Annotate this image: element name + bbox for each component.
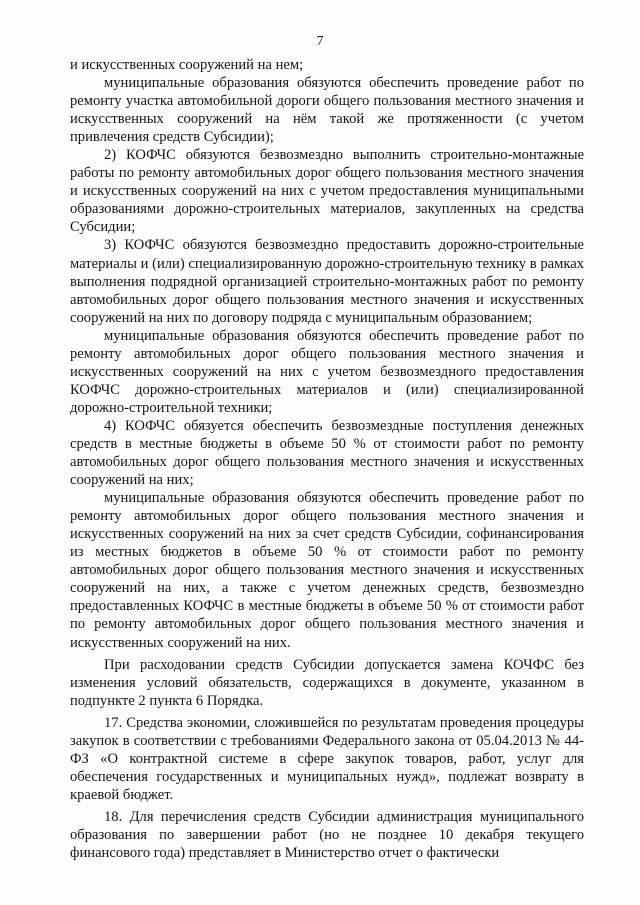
paragraph: 2) КОФЧС обязуются безвозмездно выполнить строительно-монтажные работы по ремонту автомобильных дорог общего пользования местного значения и искусственных сооружений на них с учетом предоставления муниципальными образованиями дорожно-строительных материалов, закупленных на средства Субсидии; bbox=[70, 147, 584, 236]
document-body bbox=[70, 56, 584, 862]
paragraph: 17. Средства экономии, сложившейся по результатам проведения процедуры закупок в соответствии с требованиями Федерального закона от 05.04.2013 № 44-ФЗ «О контрактной системе в сфере закупок товаров, работ, услуг для обеспечения государственных и муниципальных нужд», подлежат возврату в краевой бюджет. bbox=[70, 714, 584, 803]
paragraph: муниципальные образования обязуются обеспечить проведение работ по ремонту автомобильных дорог общего пользования местного значения и искусственных сооружений на них за счет средств Субсидии, софинансирования из местных бюджетов в объеме 50 % от стоимости работ по ремонту автомобильных дорог общего пользования местного значения и искусственных сооружений на них, а также с учетом денежных средств, безвозмездно предоставленных КОФЧС в местные бюджеты в объеме 50 % от стоимости работ по ремонту автомобильных дорог общего пользования местного значения и искусственных сооружений на них. bbox=[70, 490, 584, 651]
paragraph: 3) КОФЧС обязуются безвозмездно предоставить дорожно-строительные материалы и (или) специализированную дорожно-строительную технику в рамках выполнения подрядной организацией строительно-монтажных работ по ремонту автомобильных дорог общего пользования местного значения и искусственных сооружений на них по договору подряда с муниципальным образованием; bbox=[70, 237, 584, 326]
page-number: 7 bbox=[316, 34, 324, 49]
paragraph: муниципальные образования обязуются обеспечить проведение работ по ремонту участка автомобильной дороги общего пользования местного значения и искусственных сооружений на нём такой же протяженности (с учетом привлечения средств Субсидии); bbox=[70, 75, 584, 146]
paragraph: и искусственных сооружений на нем; bbox=[70, 57, 304, 73]
paragraph: При расходовании средств Субсидии допускается замена КОЧФС без изменения условий обязательств, содержащихся в документе, указанном в подпункте 2 пункта 6 Порядка. bbox=[70, 656, 584, 709]
paragraph: муниципальные образования обязуются обеспечить проведение работ по ремонту автомобильных дорог общего пользования местного значения и искусственных сооружений на них с учетом безвозмездного предоставления КОФЧС дорожно-строительных материалов и (или) специализированной дорожно-строительной техники; bbox=[70, 327, 584, 416]
paragraph: 4) КОФЧС обязуется обеспечить безвозмездные поступления денежных средств в местные бюджеты в объеме 50 % от стоимости работ по ремонту автомобильных дорог общего пользования местного значения и искусственных сооружений на них; bbox=[70, 417, 584, 489]
paragraph: 18. Для перечисления средств Субсидии администрация муниципального образования по завершении работ (но не позднее 10 декабря текущего финансового года) представляет в Министерство отчет о фактически bbox=[70, 808, 584, 862]
